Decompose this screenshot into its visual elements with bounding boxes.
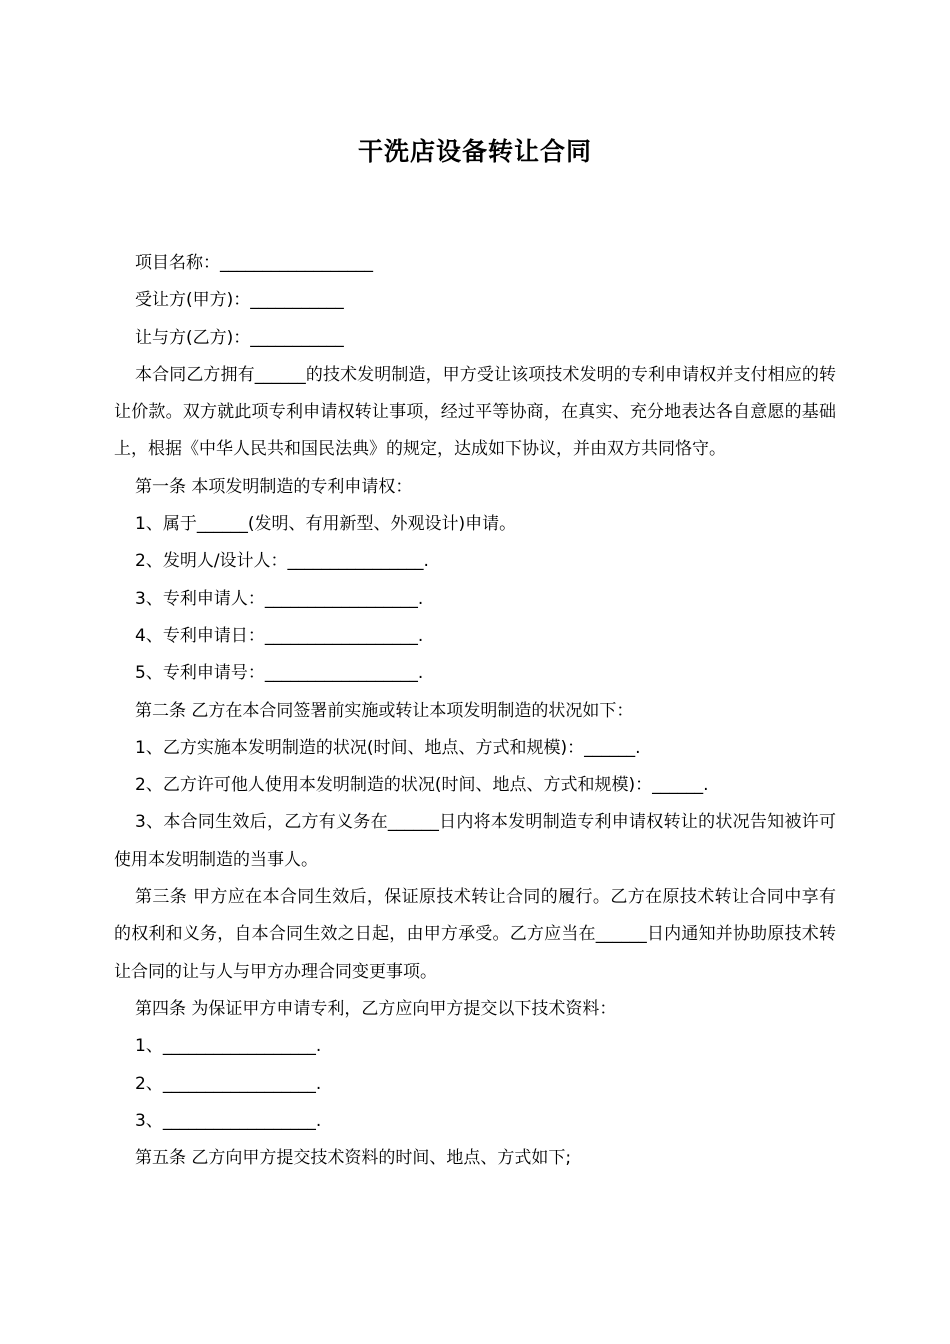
article-2-heading: 第二条 乙方在本合同签署前实施或转让本项发明制造的状况如下： [135,700,634,721]
article-4-item: 1、__________________. [135,1036,322,1057]
document-body [114,245,836,1177]
article-1-heading: 第一条 本项发明制造的专利申请权： [135,476,413,497]
page-title: 干洗店设备转让合同 [357,137,592,166]
article-2-item: 1、乙方实施本发明制造的状况(时间、地点、方式和规模)：______. [135,737,641,758]
article-1-item: 1、属于______(发明、有用新型、外观设计)申请。 [135,514,517,535]
preamble-paragraph: 本合同乙方拥有______的技术发明制造，甲方受让该项技术发明的专利申请权并支付相应的转让价款。双方就此项专利申请权转让事项，经过平等协商，在真实、充分地表达各自意愿的基础上，根据《中华人民共和国民法典》的规定，达成如下协议，并由双方共同恪守。 [114,364,836,460]
article-2-item: 2、乙方许可他人使用本发明制造的状况(时间、地点、方式和规模)：______. [135,775,709,796]
project-name-line: 项目名称：__________________ [135,253,373,273]
article-4-item: 3、__________________. [135,1110,322,1131]
article-4-heading: 第四条 为保证甲方申请专利，乙方应向甲方提交以下技术资料： [135,998,617,1019]
article-4-item: 2、__________________. [135,1073,322,1094]
article-1-item: 3、专利申请人：__________________. [135,588,424,609]
article-3-paragraph: 第三条 甲方应在本合同生效后，保证原技术转让合同的履行。乙方在原技术转让合同中享有的权利和义务，自本合同生效之日起，由甲方承受。乙方应当在______日内通知并协助原技术转让合同的让与人与甲方办理合同变更事项。 [114,887,836,982]
article-2-item: 3、本合同生效后，乙方有义务在______日内将本发明制造专利申请权转让的状况告知被许可使用本发明制造的当事人。 [114,812,836,870]
article-5-heading: 第五条 乙方向甲方提交技术资料的时间、地点、方式如下; [135,1148,572,1169]
article-1-item: 5、专利申请号：__________________. [135,663,424,684]
party-b-line: 让与方(乙方)：___________ [135,327,344,348]
article-1-item: 4、专利申请日：__________________. [135,625,424,646]
article-1-item: 2、发明人/设计人：________________. [135,551,429,572]
party-a-line: 受让方(甲方)：___________ [135,290,344,311]
